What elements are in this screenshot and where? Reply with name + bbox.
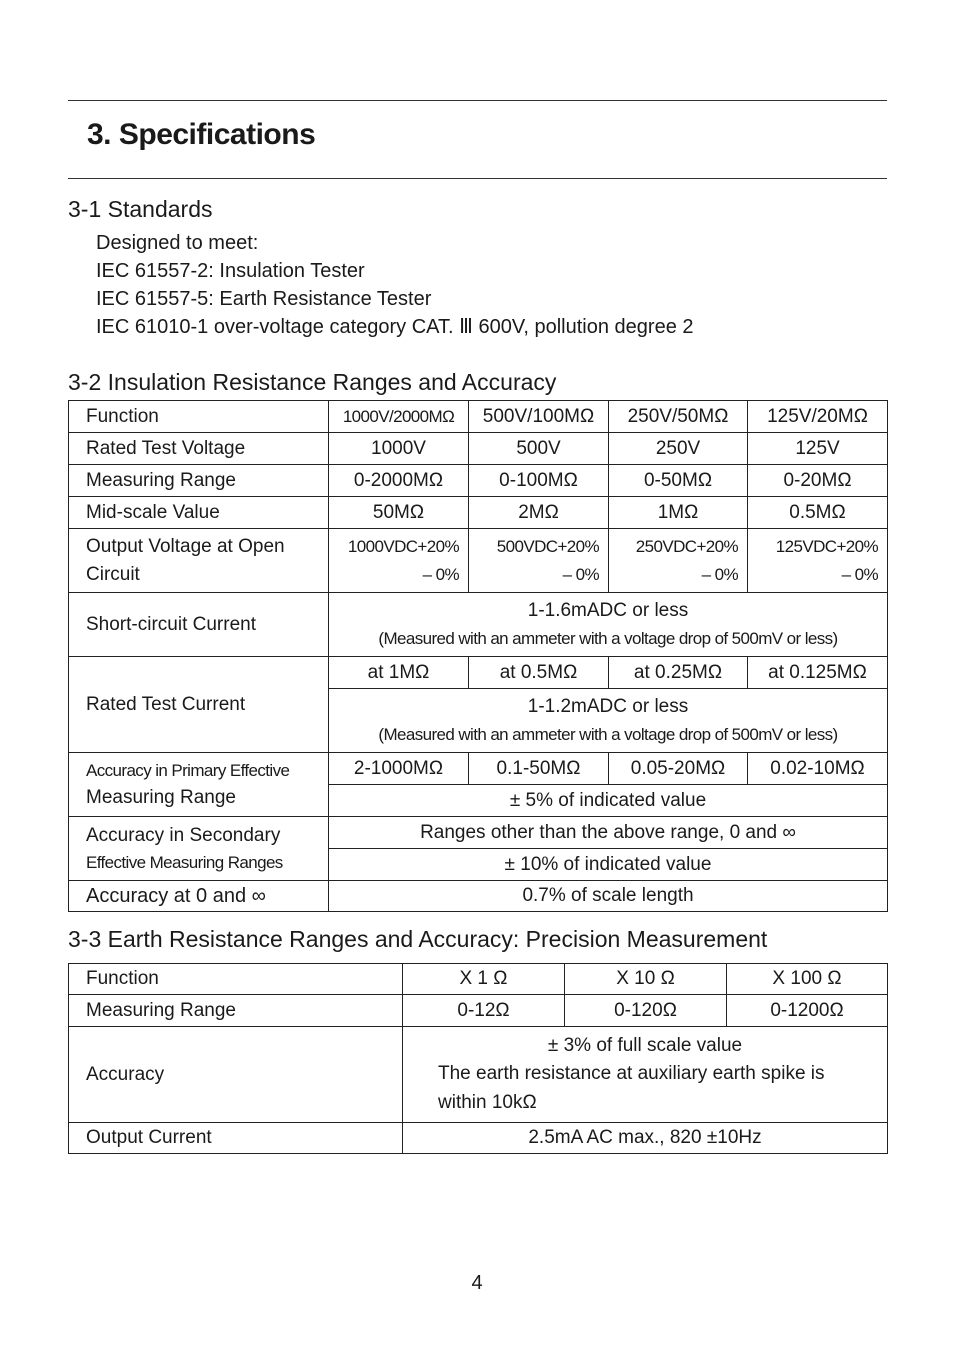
table-cell: 250V (609, 433, 748, 465)
range-header: 500V/100MΩ (469, 401, 609, 433)
row-label: Measuring Range (69, 465, 329, 497)
function-label: Function (69, 964, 403, 995)
table-row (69, 1027, 888, 1123)
table-cell: 0.7% of scale length (329, 881, 888, 912)
table-cell: 0-100MΩ (469, 465, 609, 497)
label-line: Measuring Range (86, 786, 236, 808)
table-row (69, 593, 888, 657)
table-cell: 2MΩ (469, 497, 609, 529)
standards-line: Designed to meet: (96, 232, 259, 254)
voltage-tolerance: – 0% (841, 564, 878, 584)
table-row (69, 964, 888, 995)
table-cell: 0-50MΩ (609, 465, 748, 497)
table-cell: 0-12Ω (403, 995, 565, 1027)
table-row (69, 881, 888, 912)
table-cell: ± 10% of indicated value (329, 849, 888, 881)
label-line: Circuit (86, 563, 140, 585)
row-label: Accuracy at 0 and ∞ (69, 881, 329, 912)
page-number: 4 (471, 1272, 483, 1294)
range-header: 125V/20MΩ (748, 401, 888, 433)
table-cell: 1000V (329, 433, 469, 465)
standards-line: IEC 61557-5: Earth Resistance Tester (96, 288, 432, 310)
table-row (69, 817, 888, 849)
row-label: Output Current (69, 1123, 403, 1154)
table-cell: at 0.125MΩ (748, 657, 888, 689)
table-cell (469, 529, 609, 593)
table-cell (403, 1027, 888, 1123)
earth-table (68, 963, 888, 1154)
table-cell: 1MΩ (609, 497, 748, 529)
cell-note: (Measured with an ammeter with a voltage drop of 500mV or less) (378, 628, 838, 648)
table-cell: at 0.5MΩ (469, 657, 609, 689)
label-line: Output Voltage at Open (86, 535, 285, 557)
voltage-tolerance: – 0% (701, 564, 738, 584)
range-header: 1000V/2000MΩ (329, 401, 469, 433)
table-row (69, 657, 888, 689)
cell-value: ± 3% of full scale value (547, 1034, 743, 1056)
table-cell: at 1MΩ (329, 657, 469, 689)
table-cell: 0.1-50MΩ (469, 753, 609, 785)
table-cell (609, 529, 748, 593)
table-row (69, 433, 888, 465)
insulation-table (68, 400, 888, 912)
voltage-tolerance: 125VDC+20% (775, 536, 878, 556)
standards-line: IEC 61557-2: Insulation Tester (96, 260, 365, 282)
row-label: Mid-scale Value (69, 497, 329, 529)
table-cell: 0.02-10MΩ (748, 753, 888, 785)
table-cell: 125V (748, 433, 888, 465)
table-row (69, 995, 888, 1027)
table-cell: Ranges other than the above range, 0 and ∞ (329, 817, 888, 849)
voltage-tolerance: – 0% (422, 564, 459, 584)
label-line: Effective Measuring Ranges (86, 852, 283, 872)
function-label: Function (69, 401, 329, 433)
table-cell: 2.5mA AC max., 820 ±10Hz (403, 1123, 888, 1154)
cell-note: The earth resistance at auxiliary earth spike is (438, 1063, 825, 1085)
table-cell: 50MΩ (329, 497, 469, 529)
standards-list (96, 229, 694, 341)
label-line: Accuracy in Secondary (86, 824, 281, 846)
label-line: Accuracy in Primary Effective (86, 760, 290, 780)
table-cell (748, 529, 888, 593)
table-cell: 2-1000MΩ (329, 753, 469, 785)
earth-heading: 3-3 Earth Resistance Ranges and Accuracy: Precision Measurement (68, 926, 768, 952)
row-label: Short-circuit Current (69, 593, 329, 657)
row-label: Rated Test Current (69, 657, 329, 753)
table-row (69, 465, 888, 497)
table-cell: at 0.25MΩ (609, 657, 748, 689)
cell-note: (Measured with an ammeter with a voltage drop of 500mV or less) (378, 724, 838, 744)
table-cell: ± 5% of indicated value (329, 785, 888, 817)
row-label: Measuring Range (69, 995, 403, 1027)
table-cell: 0.05-20MΩ (609, 753, 748, 785)
table-row (69, 401, 888, 433)
voltage-tolerance: 1000VDC+20% (347, 536, 459, 556)
table-cell: 500V (469, 433, 609, 465)
top-rule (68, 100, 887, 101)
table-cell: 0-20MΩ (748, 465, 888, 497)
table-row (69, 1123, 888, 1154)
row-label (69, 529, 329, 593)
voltage-tolerance: 500VDC+20% (496, 536, 599, 556)
page-title: 3. Specifications (87, 118, 316, 151)
table-row (69, 497, 888, 529)
range-header: 250V/50MΩ (609, 401, 748, 433)
title-rule (68, 178, 887, 179)
cell-value: 1-1.6mADC or less (527, 599, 689, 621)
cell-value: 1-1.2mADC or less (527, 695, 689, 717)
table-cell (329, 689, 888, 753)
table-row (69, 753, 888, 785)
standards-line: IEC 61010-1 over-voltage category CAT. Ⅲ 600V, pollution degree 2 (96, 316, 694, 338)
table-cell: 0-120Ω (565, 995, 727, 1027)
row-label: Rated Test Voltage (69, 433, 329, 465)
range-header: X 10 Ω (565, 964, 727, 995)
row-label: Accuracy (69, 1027, 403, 1123)
range-header: X 100 Ω (727, 964, 888, 995)
row-label (69, 753, 329, 817)
range-header: X 1 Ω (403, 964, 565, 995)
table-cell: 0-2000MΩ (329, 465, 469, 497)
voltage-tolerance: 250VDC+20% (635, 536, 738, 556)
table-cell: 0-1200Ω (727, 995, 888, 1027)
table-cell (329, 529, 469, 593)
standards-heading: 3-1 Standards (68, 196, 213, 222)
voltage-tolerance: – 0% (562, 564, 599, 584)
row-label (69, 817, 329, 881)
table-row (69, 529, 888, 593)
insulation-heading: 3-2 Insulation Resistance Ranges and Accuracy (68, 369, 557, 395)
table-cell: 0.5MΩ (748, 497, 888, 529)
cell-note: within 10kΩ (438, 1091, 537, 1113)
table-cell (329, 593, 888, 657)
